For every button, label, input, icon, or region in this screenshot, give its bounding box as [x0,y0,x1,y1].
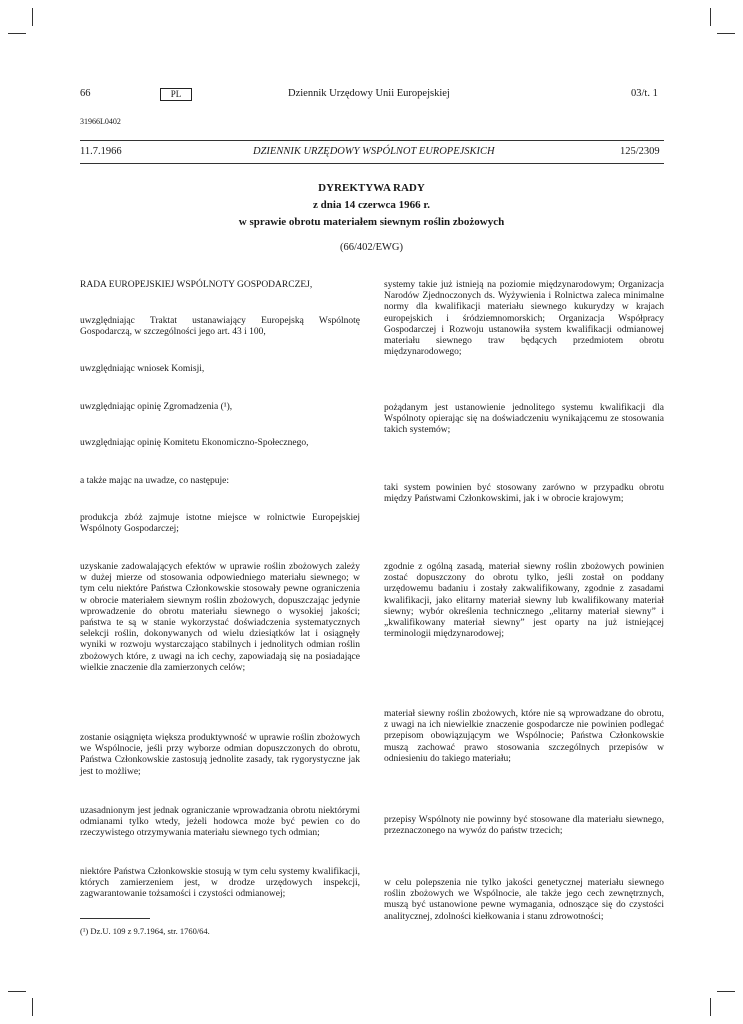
recital-7: pożądanym jest ustanowienie jednolitego systemu kwalifikacji dla Wspólnoty opierając się na doświadczeniu wynikającemu ze stosowania takich systemów; [384,403,664,436]
recital-11: przepisy Wspólnoty nie powinny być stosowane dla materiału siewnego, przeznaczonego na wywóz do państw trzecich; [384,815,664,837]
doc-date: z dnia 14 czerwca 1966 r. [313,199,430,211]
volume-number: 03/t. 1 [631,88,658,99]
banner-title: DZIENNIK URZĘDOWY WSPÓLNOT EUROPEJSKICH [253,146,495,157]
crop-mark [710,998,711,1016]
footnote-rule [80,918,150,919]
crop-mark [717,33,735,34]
celex-number: 31966L0402 [80,117,121,126]
crop-mark [8,991,26,992]
recital-committee: uwzględniając opinię Komitetu Ekonomiczno-Społecznego, [80,438,309,448]
footnote: (¹) Dz.U. 109 z 9.7.1964, str. 1760/64. [80,926,210,936]
recital-6: systemy takie już istnieją na poziomie międzynarodowym; Organizacja Narodów Zjednoczonych ds. Wyżywienia i Rolnictwa zaleca minimalne normy dla kwalifikacji materiału siewnego kukurydzy w krajach europejskich i śródziemnomorskich; Organizacja Współpracy Gospodarczej i Rozwoju ustanowiła system kwalifikacji odmianowej materiału siewnego traw będących przedmiotem obrotu międzynarodowego; [384,280,664,358]
crop-mark [710,8,711,26]
recital-8: taki system powinien być stosowany zarówno w przypadku obrotu między Państwami Członkowskimi, jak i w obrocie krajowym; [384,483,664,505]
recital-3: zostanie osiągnięta większa produktywność w uprawie roślin zbożowych we Wspólnocie, jeśli przy wyborze odmian dopuszczonych do obrotu, Państwa Członkowskie zastosują jednolite zasady, tak rygorystyczne jak jest to możliwe; [80,733,360,777]
recital-1: produkcja zbóż zajmuje istotne miejsce w rolnictwie Europejskiej Wspólnoty Gospodarczej; [80,513,360,535]
language-badge: PL [160,88,192,101]
crop-mark [32,998,33,1016]
doc-subject: w sprawie obrotu materiałem siewnym roślin zbożowych [238,216,505,228]
banner-rule-top [80,140,664,141]
recital-treaty: uwzględniając Traktat ustanawiający Europejską Wspólnotę Gospodarczą, w szczególności jego art. 43 i 100, [80,316,360,338]
banner-ref: 125/2309 [620,146,660,157]
page-number: 66 [80,88,91,99]
crop-mark [717,991,735,992]
crop-mark [32,8,33,26]
recital-commission: uwzględniając wniosek Komisji, [80,364,205,374]
recital-assembly: uwzględniając opinię Zgromadzenia (¹), [80,402,233,412]
recital-9: zgodnie z ogólną zasadą, materiał siewny roślin zbożowych powinien zostać dopuszczony do obrotu tylko, jeśli został on poddany urzędowemu badaniu i zostały zakwalifikowany, zgodnie z zasadami kwalifikacji, jako elitarny materiał siewny lub kwalifikowany materiał siewny; wybór określenia technicznego „elitarny materiał siewny” i „kwalifikowany materiał siewny” jest oparty na już istniejącej terminologii międzynarodowej; [384,562,664,640]
banner-rule-bottom [80,163,664,164]
recital-12: w celu polepszenia nie tylko jakości genetycznej materiału siewnego roślin zbożowych we Wspólnocie, ale także jego cech zewnętrznych, muszą być ustanowione pewne wymagania, odnoszące się do czystości analitycznej, zdolności kiełkowania i stanu zdrowotności; [384,878,664,922]
doc-number: (66/402/EWG) [340,242,403,253]
recital-5: niektóre Państwa Członkowskie stosują w tym celu systemy kwalifikacji, których zamierzeniem jest, w drodze urzędowych inspekcji, zagwarantowanie tożsamości i czystości odmianowej; [80,867,360,900]
recital-2: uzyskanie zadowalających efektów w uprawie roślin zbożowych zależy w dużej mierze od stosowania odpowiedniego materiału siewnego; w tym celu niektóre Państwa Członkowskie stosowały pewne ograniczenia w obrocie materiałem siewnym roślin zbożowych, dopuszczając jedynie wprowadzenie do obrotu materiału siewnego o wysokiej jakości; państwa te są w stanie wykorzystać doświadczenia systematycznych selekcji roślin, dokonywanych od wielu dziesiątków lat i osiągnęły wyniki w rozwoju wystarczająco stabilnych i jednolitych odmian roślin zbożowych które, z uwagi na ich cechy, zapowiadają się na posiadające wielkie znaczenie dla zamierzonych celów; [80,562,360,673]
banner-date: 11.7.1966 [80,146,122,157]
recital-4: uzasadnionym jest jednak ograniczanie wprowadzania obrotu niektórymi odmianami tylko wtedy, jeżeli hodowca może być pewien co do rzeczywistego otrzymywania materiału siewnego tych odmian; [80,806,360,839]
recital-10: materiał siewny roślin zbożowych, które nie są wprowadzane do obrotu, z uwagi na ich niewielkie znaczenie gospodarcze nie powinien podlegać przepisom obowiązującym we Wspólnocie; Państwa Członkowskie muszą zachować prawo stosowania szczególnych przepisów w odniesieniu do takiego materiału; [384,709,664,764]
doc-title: DYREKTYWA RADY [318,182,425,194]
crop-mark [8,33,26,34]
recital-whereas: a także mając na uwadze, co następuje: [80,476,230,486]
journal-title: Dziennik Urzędowy Unii Europejskiej [288,88,450,99]
preamble-institution: RADA EUROPEJSKIEJ WSPÓLNOTY GOSPODARCZEJ, [80,280,313,290]
